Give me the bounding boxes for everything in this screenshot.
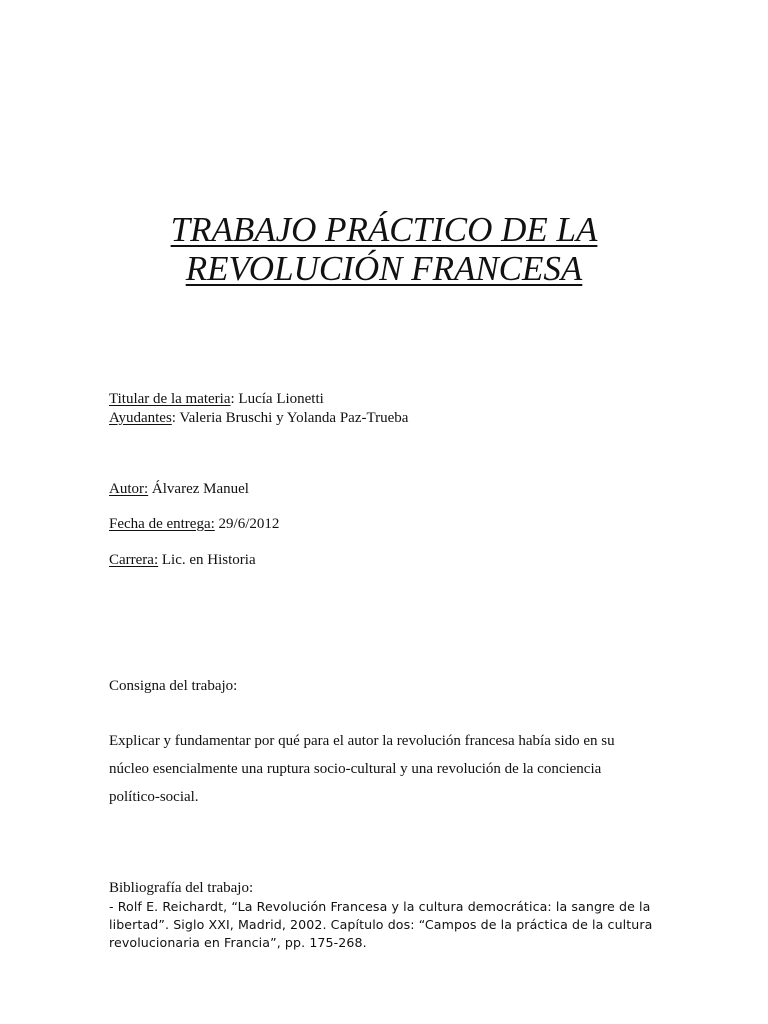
fecha-value: 29/6/2012 xyxy=(214,516,280,532)
ayudantes-value: : Valeria Bruschi y Yolanda Paz-Trueba xyxy=(171,410,409,426)
autor-line xyxy=(109,480,249,499)
title-line-1: TRABAJO PRÁCTICO DE LA xyxy=(170,210,598,249)
bibliografia-section xyxy=(109,879,669,952)
carrera-label: Carrera: xyxy=(109,552,159,568)
fecha-line xyxy=(109,515,279,534)
titular-label: Titular de la materia xyxy=(109,391,231,407)
carrera-value: Lic. en Historia xyxy=(158,552,256,568)
title-line-2: REVOLUCIÓN FRANCESA xyxy=(185,249,583,288)
autor-label: Autor: xyxy=(109,481,149,497)
consigna-text: Explicar y fundamentar por qué para el autor la revolución francesa había sido en su núcleo esencialmente una ruptura socio-cultural y una revolución de la conciencia político-social. xyxy=(109,733,615,805)
titular-value: : Lucía Lionetti xyxy=(230,391,324,407)
fecha-label: Fecha de entrega: xyxy=(109,516,215,532)
autor-value: Álvarez Manuel xyxy=(148,481,249,497)
bibliografia-entry: - Rolf E. Reichardt, “La Revolución Francesa y la cultura democrática: la sangre de la libertad”. Siglo XXI, Madrid, 2002. Capítulo dos: “Campos de la práctica de la cultura revolucionaria en Francia”, pp. 175-268. xyxy=(109,899,653,950)
consigna-heading: Consigna del trabajo: xyxy=(109,678,238,694)
carrera-line xyxy=(109,551,256,570)
document-title xyxy=(0,210,768,288)
ayudantes-line xyxy=(109,409,408,428)
titular-line xyxy=(109,390,324,409)
bibliografia-heading: Bibliografía del trabajo: xyxy=(109,880,254,896)
ayudantes-label: Ayudantes xyxy=(109,410,172,426)
